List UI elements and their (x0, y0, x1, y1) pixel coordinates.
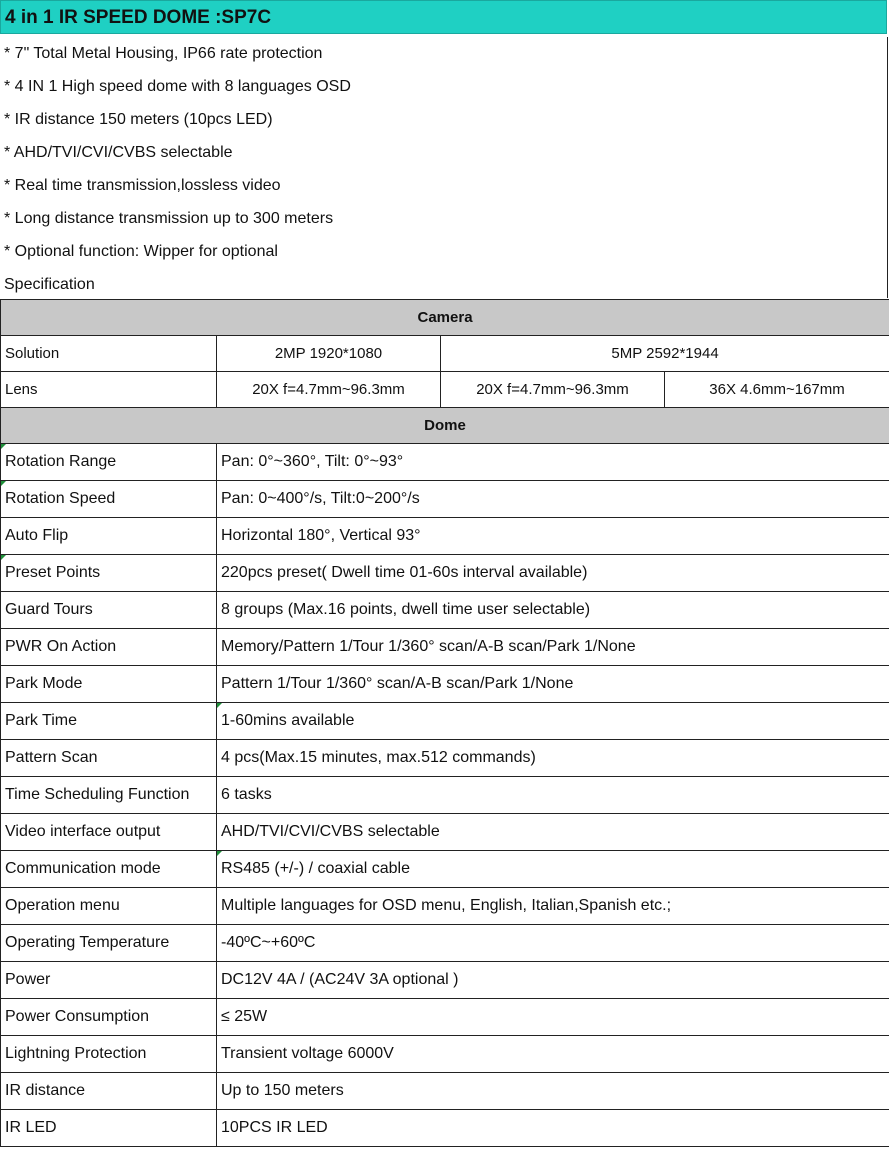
spec-value: Memory/Pattern 1/Tour 1/360° scan/A-B scan/Park 1/None (217, 629, 889, 666)
feature-item: * AHD/TVI/CVI/CVBS selectable (4, 144, 233, 161)
camera-section-row (1, 300, 889, 336)
table-row (1, 629, 889, 666)
spec-label: Park Time (1, 703, 217, 740)
feature-item: * 7" Total Metal Housing, IP66 rate protection (4, 45, 323, 62)
spec-label: Guard Tours (1, 592, 217, 629)
product-title: 4 in 1 IR SPEED DOME :SP7C (0, 0, 887, 34)
spec-value: Up to 150 meters (217, 1073, 889, 1110)
spec-value: 220pcs preset( Dwell time 01-60s interval available) (217, 555, 889, 592)
spec-table (0, 299, 889, 1147)
table-row (1, 777, 889, 814)
spec-value: Transient voltage 6000V (217, 1036, 889, 1073)
lens-option-1: 20X f=4.7mm~96.3mm (217, 372, 441, 408)
solution-row (1, 336, 889, 372)
feature-item: * Optional function: Wipper for optional (4, 243, 278, 260)
feature-item: * 4 IN 1 High speed dome with 8 languages OSD (4, 78, 351, 95)
spec-value: 4 pcs(Max.15 minutes, max.512 commands) (217, 740, 889, 777)
spec-value: ≤ 25W (217, 999, 889, 1036)
specification-heading: Specification (4, 276, 95, 293)
lens-row (1, 372, 889, 408)
spec-label: Video interface output (1, 814, 217, 851)
spec-label: Time Scheduling Function (1, 777, 217, 814)
table-row (1, 481, 889, 518)
spec-label: Auto Flip (1, 518, 217, 555)
spec-label: Operating Temperature (1, 925, 217, 962)
table-row (1, 592, 889, 629)
spec-value: 8 groups (Max.16 points, dwell time user selectable) (217, 592, 889, 629)
spec-label: Power (1, 962, 217, 999)
spec-value: Horizontal 180°, Vertical 93° (217, 518, 889, 555)
dome-section-header: Dome (1, 408, 889, 444)
table-row (1, 1110, 889, 1147)
spec-label: Pattern Scan (1, 740, 217, 777)
spec-value: DC12V 4A / (AC24V 3A optional ) (217, 962, 889, 999)
solution-2mp: 2MP 1920*1080 (217, 336, 441, 372)
spec-value: 10PCS IR LED (217, 1110, 889, 1147)
spec-value: RS485 (+/-) / coaxial cable (217, 851, 889, 888)
table-row (1, 740, 889, 777)
solution-label: Solution (1, 336, 217, 372)
spec-value: 1-60mins available (217, 703, 889, 740)
table-row (1, 444, 889, 481)
spec-value: 6 tasks (217, 777, 889, 814)
lens-option-3: 36X 4.6mm~167mm (665, 372, 889, 408)
spec-label: Communication mode (1, 851, 217, 888)
table-row (1, 1073, 889, 1110)
spec-label: IR distance (1, 1073, 217, 1110)
spec-label: Park Mode (1, 666, 217, 703)
camera-section-header: Camera (1, 300, 889, 336)
spec-label: Preset Points (1, 555, 217, 592)
table-row (1, 999, 889, 1036)
table-row (1, 888, 889, 925)
table-row (1, 518, 889, 555)
spec-label: IR LED (1, 1110, 217, 1147)
spec-label: Lightning Protection (1, 1036, 217, 1073)
table-row (1, 962, 889, 999)
lens-label: Lens (1, 372, 217, 408)
feature-item: * IR distance 150 meters (10pcs LED) (4, 111, 273, 128)
spec-value: Pattern 1/Tour 1/360° scan/A-B scan/Park 1/None (217, 666, 889, 703)
spec-label: Rotation Speed (1, 481, 217, 518)
table-row (1, 925, 889, 962)
table-row (1, 555, 889, 592)
feature-item: * Real time transmission,lossless video (4, 177, 281, 194)
spec-value: Pan: 0°~360°, Tilt: 0°~93° (217, 444, 889, 481)
table-row (1, 851, 889, 888)
table-row (1, 703, 889, 740)
lens-option-2: 20X f=4.7mm~96.3mm (441, 372, 665, 408)
spec-label: PWR On Action (1, 629, 217, 666)
table-row (1, 1036, 889, 1073)
spec-label: Power Consumption (1, 999, 217, 1036)
table-row (1, 814, 889, 851)
solution-5mp: 5MP 2592*1944 (441, 336, 889, 372)
spec-value: AHD/TVI/CVI/CVBS selectable (217, 814, 889, 851)
spec-value: Multiple languages for OSD menu, English, Italian,Spanish etc.; (217, 888, 889, 925)
dome-section-row (1, 408, 889, 444)
feature-list (0, 37, 888, 298)
spec-value: -40ºC~+60ºC (217, 925, 889, 962)
spec-value: Pan: 0~400°/s, Tilt:0~200°/s (217, 481, 889, 518)
spec-label: Operation menu (1, 888, 217, 925)
table-row (1, 666, 889, 703)
feature-item: * Long distance transmission up to 300 meters (4, 210, 334, 227)
spec-label: Rotation Range (1, 444, 217, 481)
